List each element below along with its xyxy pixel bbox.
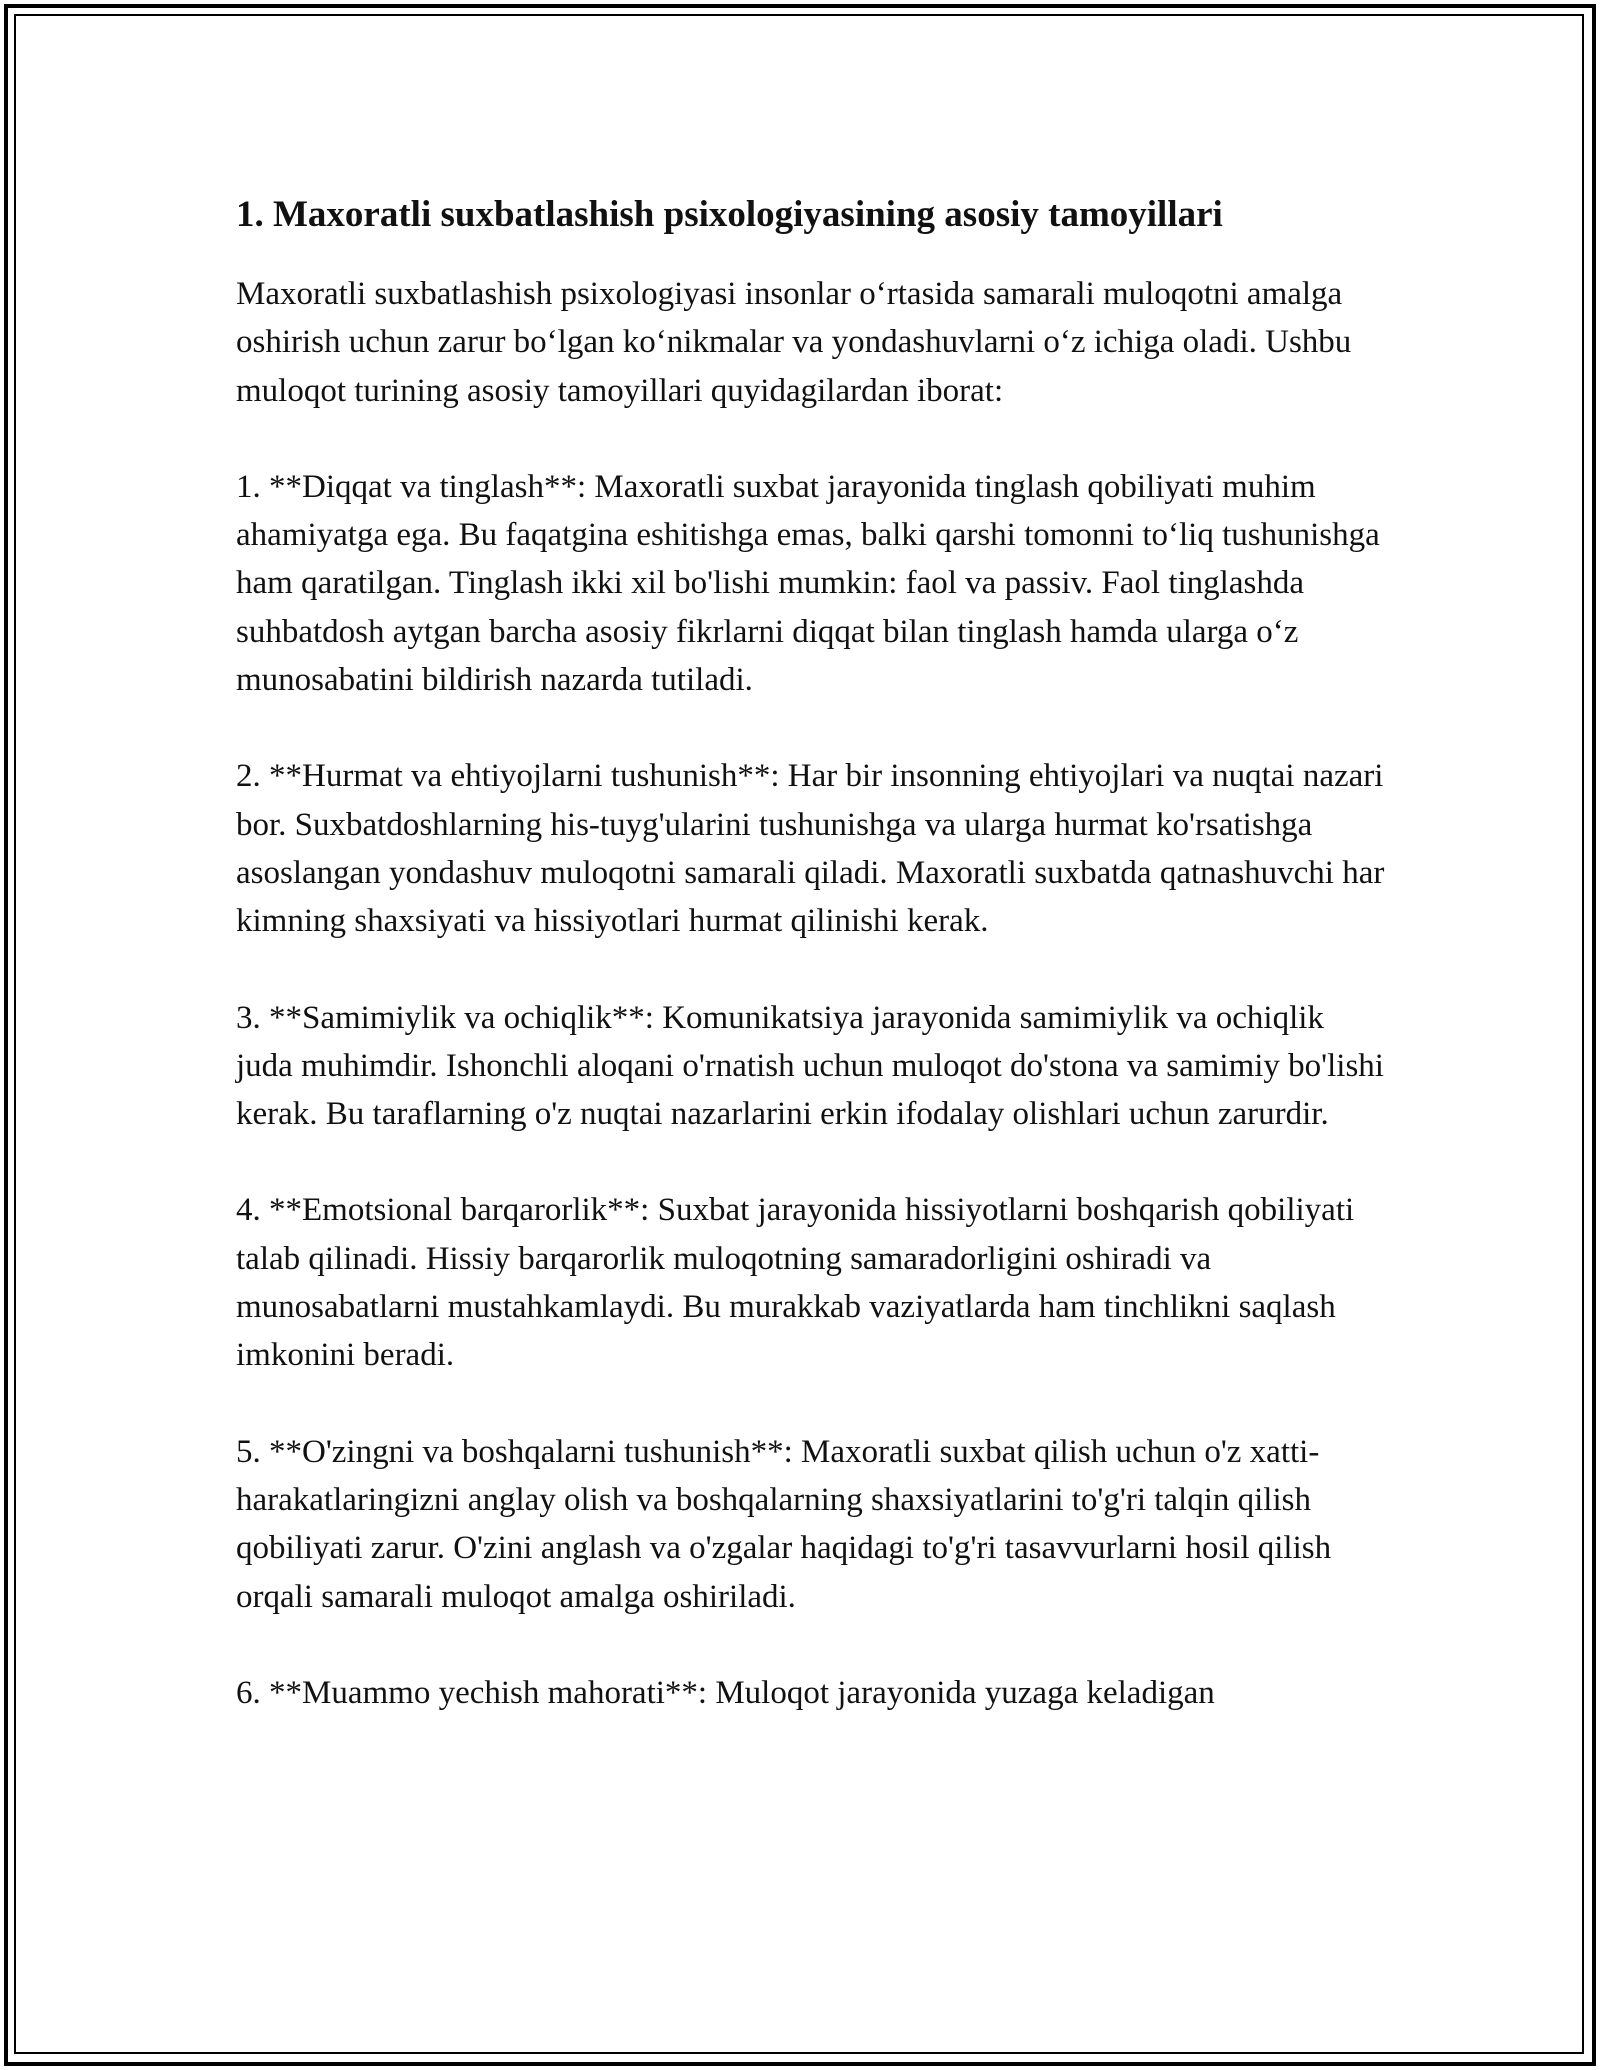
document-body: [236, 186, 1386, 1765]
intro-paragraph: Maxoratli suxbatlashish psixologiyasi insonlar oʻrtasida samarali muloqotni amalga oshirish uchun zarur boʻlgan koʻnikmalar va yondashuvlarni oʻz ichiga oladi. Ushbu muloqot turining asosiy tamoyillari quyidagilardan iborat:: [236, 276, 1352, 409]
principle-4-paragraph: 4. **Emotsional barqarorlik**: Suxbat jarayonida hissiyotlarni boshqarish qobiliyati talab qilinadi. Hissiy barqarorlik muloqotning samaradorligini oshiradi va munosabatlarni mustahkamlaydi. Bu murakkab vaziyatlarda ham tinchlikni saqlash imkonini beradi.: [236, 1192, 1355, 1374]
principle-3-paragraph: 3. **Samimiylik va ochiqlik**: Komunikatsiya jarayonida samimiylik va ochiqlik juda muhimdir. Ishonchli aloqani o'rnatish uchun muloqot do'stona va samimiy bo'lishi kerak. Bu taraflarning o'z nuqtai nazarlarini erkin ifodalay olishlari uchun zarurdir.: [236, 999, 1384, 1133]
section-heading: 1. Maxoratli suxbatlashish psixologiyasining asosiy tamoyillari: [236, 194, 1223, 235]
principle-5-paragraph: 5. **O'zingni va boshqalarni tushunish**: Maxoratli suxbat qilish uchun o'z xatti-harakatlaringizni anglay olish va boshqalarning shaxsiyatlarini to'g'ri talqin qilish qobiliyati zarur. O'zini anglash va o'zgalar haqidagi to'g'ri tasavvurlarni hosil qilish orqali samarali muloqot amalga oshiriladi.: [236, 1433, 1332, 1615]
principle-6-paragraph: 6. **Muammo yechish mahorati**: Muloqot jarayonida yuzaga keladigan: [236, 1674, 1215, 1711]
principle-2-paragraph: 2. **Hurmat va ehtiyojlarni tushunish**: Har bir insonning ehtiyojlari va nuqtai nazari bor. Suxbatdoshlarning his-tuyg'ularini tushunishga va ularga hurmat ko'rsatishga asoslangan yondashuv muloqotni samarali qiladi. Maxoratli suxbatda qatnashuvchi har kimning shaxsiyati va hissiyotlari hurmat qilinishi kerak.: [236, 758, 1385, 940]
principle-1-paragraph: 1. **Diqqat va tinglash**: Maxoratli suxbat jarayonida tinglash qobiliyati muhim ahamiyatga ega. Bu faqatgina eshitishga emas, balki qarshi tomonni toʻliq tushunishga ham qaratilgan. Tinglash ikki xil bo'lishi mumkin: faol va passiv. Faol tinglashda suhbatdosh aytgan barcha asosiy fikrlarni diqqat bilan tinglash hamda ularga oʻz munosabatini bildirish nazarda tutiladi.: [236, 468, 1380, 699]
